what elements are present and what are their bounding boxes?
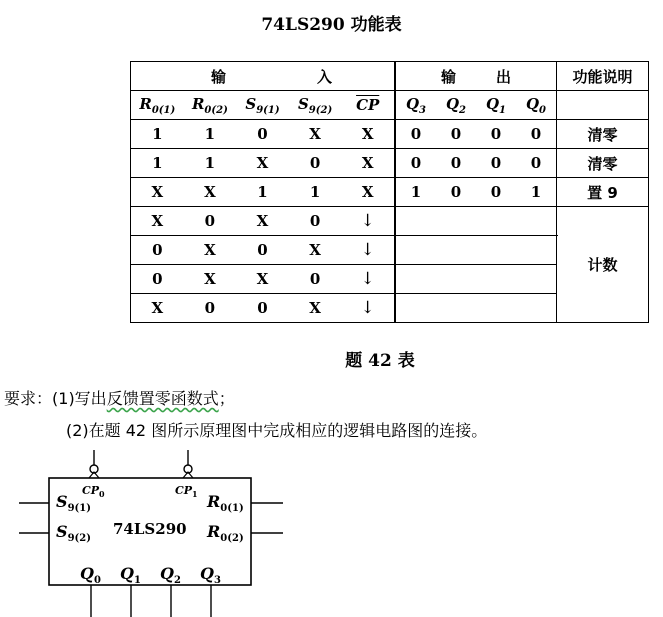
table-caption: 题 42 表 (345, 351, 415, 371)
table-row: 0 X 0 X ↓ (131, 236, 649, 265)
requirement-2: (2)在题 42 图所示原理图中完成相应的逻辑电路图的连接。 (66, 421, 488, 440)
r02-label: $R_{0(2)}$ (207, 522, 244, 545)
col-r02: $R_{0(2)}$ (191, 94, 228, 116)
q3-label: $Q_3$ (200, 564, 221, 587)
col-q2: $Q_2$ (445, 94, 467, 116)
table-row: 0 X X 0 ↓ (131, 265, 649, 294)
column-header-row (131, 91, 649, 120)
col-cp: $\overline{CP}$ (356, 96, 380, 114)
function-col-blank (557, 91, 649, 120)
q2-label: $Q_2$ (160, 564, 181, 587)
function-table (130, 61, 649, 323)
page-title: 74LS290 功能表 (261, 15, 402, 35)
requirement-1: 要求：(1)写出反馈置零函数式； (4, 389, 235, 408)
function-cell: 置 9 (557, 178, 649, 207)
output-col-headers (395, 91, 557, 120)
output-header: 输 出 (395, 62, 557, 91)
col-s92: $S_{9(2)}$ (297, 94, 333, 116)
table-row: X 0 X 0 ↓ 计数 (131, 207, 649, 236)
chip-name: 74LS290 (113, 520, 187, 538)
input-header: 输 入 (131, 62, 396, 91)
col-q3: $Q_3$ (405, 94, 427, 116)
table-row: X X 1 1 X 1 0 0 1 置 9 (131, 178, 649, 207)
table-row: 1 1 0 X X 0 0 0 0 清零 (131, 120, 649, 149)
r01-label: $R_{0(1)}$ (207, 492, 244, 515)
falling-edge-arrow-icon: ↓ (360, 240, 375, 260)
input-col-headers (131, 91, 396, 120)
s92-label: $S_{9(2)}$ (56, 522, 91, 545)
col-q0: $Q_0$ (525, 94, 547, 116)
col-q1: $Q_1$ (485, 94, 507, 116)
s91-label: $S_{9(1)}$ (56, 492, 91, 515)
cp1-label: $CP_1$ (175, 484, 198, 500)
function-header: 功能说明 (557, 62, 649, 91)
falling-edge-arrow-icon: ↓ (360, 298, 375, 318)
cp0-edge-icon (89, 472, 99, 478)
q1-label: $Q_1$ (120, 564, 141, 587)
falling-edge-arrow-icon: ↓ (360, 211, 375, 231)
cp0-label: $CP_0$ (82, 484, 105, 500)
chip-diagram (0, 440, 663, 617)
falling-edge-arrow-icon: ↓ (360, 269, 375, 289)
table-row: X 0 0 X ↓ (131, 294, 649, 323)
function-cell: 清零 (557, 149, 649, 178)
cp1-edge-icon (183, 472, 193, 478)
table-row: 1 1 X 0 X 0 0 0 0 清零 (131, 149, 649, 178)
col-r01: $R_{0(1)}$ (139, 94, 176, 116)
function-cell: 清零 (557, 120, 649, 149)
q0-label: $Q_0$ (80, 564, 101, 587)
function-cell-count: 计数 (557, 207, 649, 323)
table-header-group (131, 62, 649, 91)
col-s91: $S_{9(1)}$ (245, 94, 280, 116)
spellcheck-marked-text: 反馈置零函数式 (106, 389, 219, 408)
